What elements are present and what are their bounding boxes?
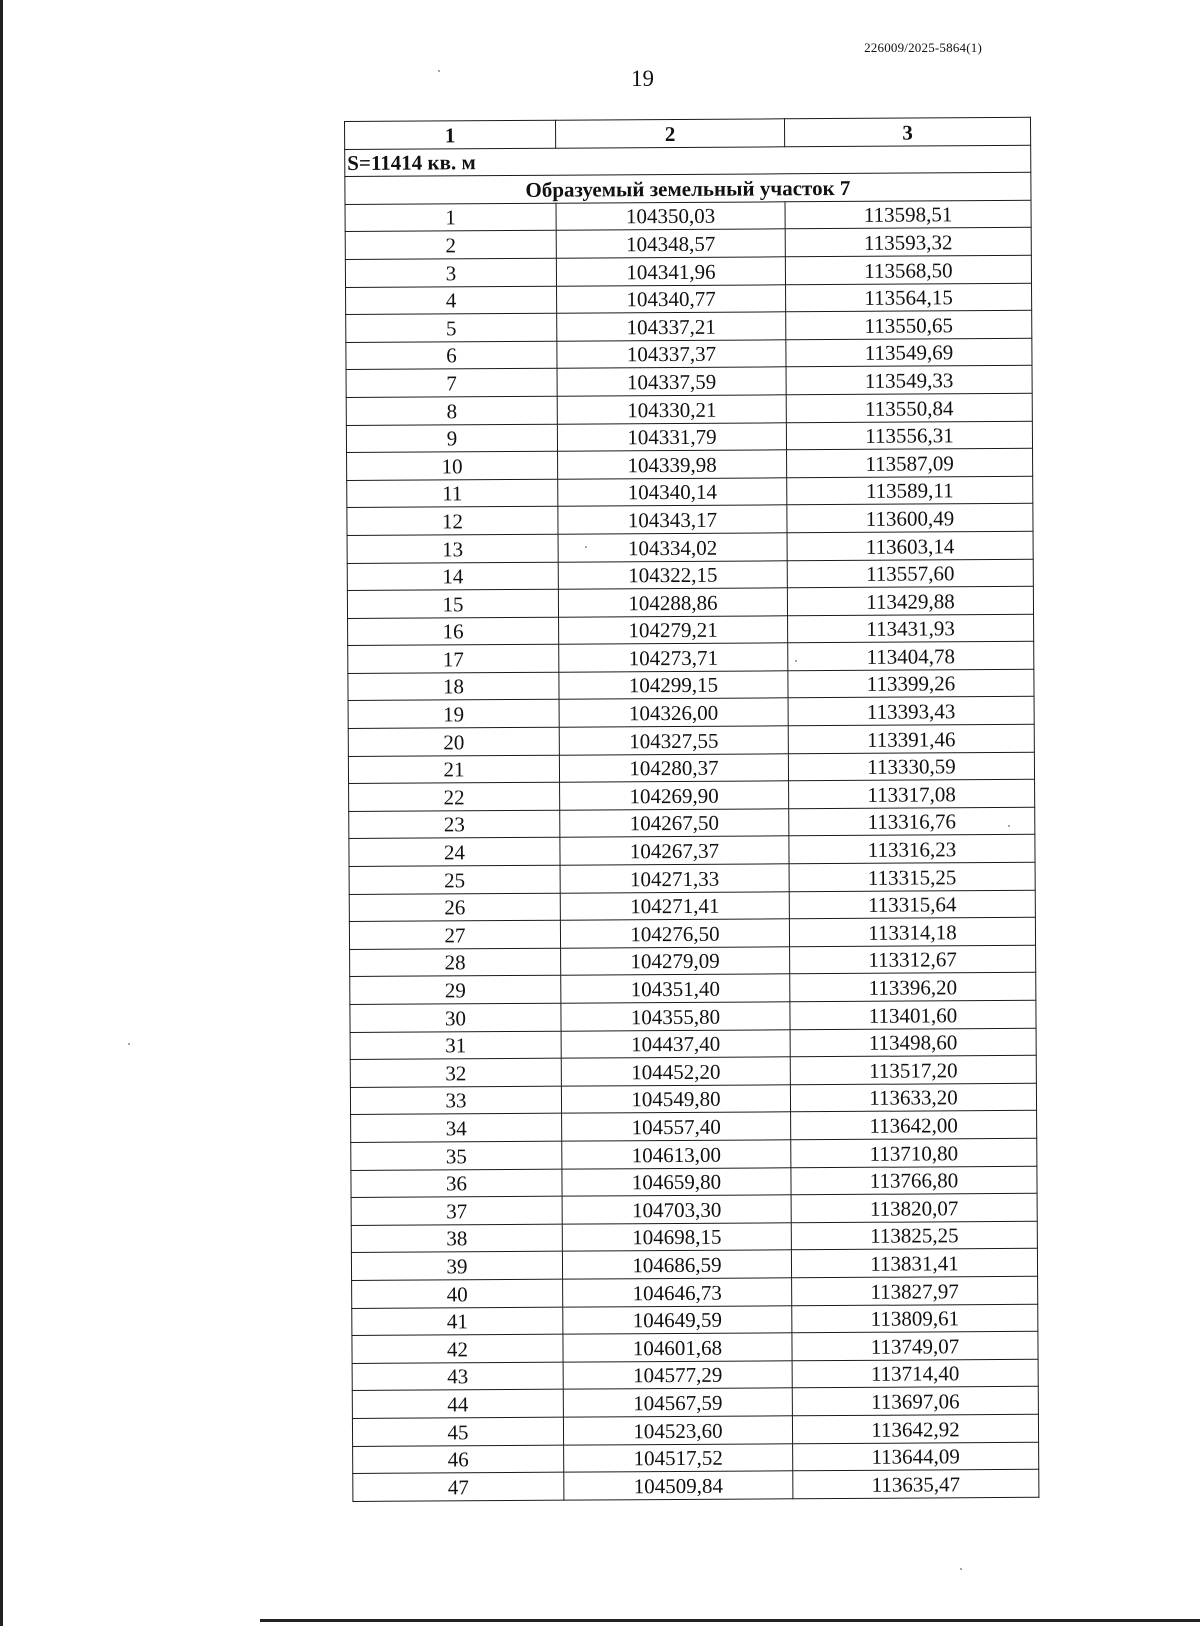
x-coordinate-cell: 104271,41 — [560, 891, 789, 920]
table-row — [347, 448, 1033, 480]
scan-left-edge — [0, 0, 3, 1626]
table-row — [353, 1442, 1039, 1474]
table-row — [347, 559, 1033, 591]
table-row — [352, 1414, 1038, 1446]
x-coordinate-cell: 104334,02 — [558, 533, 787, 562]
y-coordinate-cell: 113549,69 — [786, 338, 1032, 367]
table-row — [350, 1083, 1036, 1115]
y-coordinate-cell: 113556,31 — [786, 421, 1032, 450]
y-coordinate-cell: 113315,25 — [789, 862, 1035, 891]
y-coordinate-cell: 113404,78 — [788, 642, 1034, 671]
point-number-cell: 41 — [352, 1307, 563, 1336]
table-row — [348, 669, 1034, 701]
table-row — [349, 862, 1035, 894]
table-row — [351, 1221, 1037, 1253]
point-number-cell: 9 — [346, 424, 557, 453]
point-number-cell: 28 — [350, 948, 561, 977]
y-coordinate-cell: 113635,47 — [793, 1469, 1039, 1498]
table-row — [349, 835, 1035, 867]
x-coordinate-cell: 104331,79 — [557, 422, 786, 451]
x-coordinate-cell: 104509,84 — [564, 1471, 793, 1500]
table-row — [346, 283, 1032, 315]
point-number-cell: 39 — [351, 1252, 562, 1281]
scan-speck — [795, 660, 797, 662]
point-number-cell: 43 — [352, 1362, 563, 1391]
y-coordinate-cell: 113644,09 — [793, 1442, 1039, 1471]
y-coordinate-cell: 113600,49 — [787, 504, 1033, 533]
table-row — [348, 614, 1034, 646]
area-row — [345, 145, 1031, 177]
y-coordinate-cell: 113549,33 — [786, 366, 1032, 395]
x-coordinate-cell: 104350,03 — [556, 202, 785, 231]
y-coordinate-cell: 113393,43 — [788, 697, 1034, 726]
y-coordinate-cell: 113642,00 — [791, 1111, 1037, 1140]
x-coordinate-cell: 104330,21 — [557, 395, 786, 424]
x-coordinate-cell: 104341,96 — [556, 257, 785, 286]
point-number-cell: 44 — [352, 1389, 563, 1418]
table-row — [345, 255, 1031, 287]
table-row — [351, 1249, 1037, 1281]
x-coordinate-cell: 104279,09 — [561, 947, 790, 976]
coordinates-table — [344, 117, 1039, 1502]
scan-bottom-edge — [260, 1619, 1200, 1622]
x-coordinate-cell: 104348,57 — [556, 229, 785, 258]
x-coordinate-cell: 104659,80 — [562, 1167, 791, 1196]
x-coordinate-cell: 104337,21 — [557, 312, 786, 341]
y-coordinate-cell: 113316,23 — [789, 835, 1035, 864]
point-number-cell: 46 — [353, 1445, 564, 1474]
x-coordinate-cell: 104322,15 — [558, 560, 787, 589]
y-coordinate-cell: 113827,97 — [792, 1276, 1038, 1305]
point-number-cell: 25 — [349, 865, 560, 894]
y-coordinate-cell: 113401,60 — [790, 1000, 1036, 1029]
scan-speck — [960, 1568, 962, 1570]
point-number-cell: 5 — [346, 313, 557, 342]
table-row — [349, 780, 1035, 812]
scan-speck — [438, 70, 440, 72]
area-cell: S=11414 кв. м — [345, 145, 1031, 177]
table-row — [349, 918, 1035, 950]
point-number-cell: 6 — [346, 341, 557, 370]
scan-speck — [1008, 825, 1010, 827]
point-number-cell: 16 — [348, 617, 559, 646]
x-coordinate-cell: 104340,77 — [557, 284, 786, 313]
point-number-cell: 30 — [350, 1003, 561, 1032]
table-row — [350, 1055, 1036, 1087]
x-coordinate-cell: 104557,40 — [562, 1112, 791, 1141]
table-row — [351, 1138, 1037, 1170]
y-coordinate-cell: 113710,80 — [791, 1138, 1037, 1167]
point-number-cell: 34 — [351, 1114, 562, 1143]
y-coordinate-cell: 113589,11 — [787, 476, 1033, 505]
y-coordinate-cell: 113749,07 — [792, 1331, 1038, 1360]
point-number-cell: 8 — [346, 396, 557, 425]
x-coordinate-cell: 104437,40 — [561, 1029, 790, 1058]
x-coordinate-cell: 104299,15 — [559, 671, 788, 700]
page-number: 19 — [631, 66, 654, 91]
y-coordinate-cell: 113593,32 — [785, 228, 1031, 257]
table-row — [349, 890, 1035, 922]
table-row — [347, 586, 1033, 618]
x-coordinate-cell: 104271,33 — [560, 864, 789, 893]
point-number-cell: 12 — [347, 507, 558, 536]
x-coordinate-cell: 104649,59 — [563, 1305, 792, 1334]
y-coordinate-cell: 113587,09 — [787, 448, 1033, 477]
y-coordinate-cell: 113825,25 — [791, 1221, 1037, 1250]
table-row — [352, 1359, 1038, 1391]
x-coordinate-cell: 104646,73 — [563, 1278, 792, 1307]
x-coordinate-cell: 104698,15 — [562, 1223, 791, 1252]
table-row — [352, 1331, 1038, 1363]
coordinates-table-wrapper — [344, 117, 1038, 1502]
y-coordinate-cell: 113598,51 — [785, 200, 1031, 229]
column-header: 3 — [784, 117, 1030, 146]
y-coordinate-cell: 113766,80 — [791, 1166, 1037, 1195]
x-coordinate-cell: 104340,14 — [558, 478, 787, 507]
x-coordinate-cell: 104343,17 — [558, 505, 787, 534]
y-coordinate-cell: 113312,67 — [790, 945, 1036, 974]
x-coordinate-cell: 104280,37 — [559, 753, 788, 782]
table-row — [346, 366, 1032, 398]
y-coordinate-cell: 113316,76 — [789, 807, 1035, 836]
y-coordinate-cell: 113697,06 — [792, 1387, 1038, 1416]
y-coordinate-cell: 113809,61 — [792, 1304, 1038, 1333]
x-coordinate-cell: 104703,30 — [562, 1195, 791, 1224]
x-coordinate-cell: 104273,71 — [559, 643, 788, 672]
point-number-cell: 31 — [350, 1031, 561, 1060]
point-number-cell: 40 — [352, 1279, 563, 1308]
table-row — [350, 1000, 1036, 1032]
x-coordinate-cell: 104337,59 — [557, 367, 786, 396]
point-number-cell: 35 — [351, 1141, 562, 1170]
table-row — [348, 642, 1034, 674]
point-number-cell: 32 — [350, 1058, 561, 1087]
point-number-cell: 21 — [348, 755, 559, 784]
point-number-cell: 3 — [345, 258, 556, 287]
x-coordinate-cell: 104686,59 — [562, 1250, 791, 1279]
point-number-cell: 19 — [348, 700, 559, 729]
table-header-row — [345, 117, 1031, 149]
x-coordinate-cell: 104269,90 — [560, 781, 789, 810]
y-coordinate-cell: 113396,20 — [790, 973, 1036, 1002]
y-coordinate-cell: 113314,18 — [789, 918, 1035, 947]
x-coordinate-cell: 104326,00 — [559, 698, 788, 727]
x-coordinate-cell: 104267,50 — [560, 809, 789, 838]
y-coordinate-cell: 113429,88 — [787, 586, 1033, 615]
table-row — [346, 421, 1032, 453]
y-coordinate-cell: 113391,46 — [788, 724, 1034, 753]
point-number-cell: 23 — [349, 810, 560, 839]
y-coordinate-cell: 113633,20 — [790, 1083, 1036, 1112]
x-coordinate-cell: 104452,20 — [561, 1057, 790, 1086]
x-coordinate-cell: 104517,52 — [564, 1443, 793, 1472]
table-row — [350, 973, 1036, 1005]
y-coordinate-cell: 113642,92 — [792, 1414, 1038, 1443]
table-row — [348, 724, 1034, 756]
table-row — [351, 1111, 1037, 1143]
point-number-cell: 18 — [348, 672, 559, 701]
table-row — [345, 228, 1031, 260]
x-coordinate-cell: 104567,59 — [563, 1388, 792, 1417]
x-coordinate-cell: 104327,55 — [559, 726, 788, 755]
table-row — [345, 200, 1031, 232]
x-coordinate-cell: 104279,21 — [559, 615, 788, 644]
table-row — [347, 504, 1033, 536]
point-number-cell: 29 — [350, 976, 561, 1005]
point-number-cell: 15 — [347, 589, 558, 618]
table-row — [353, 1469, 1039, 1501]
point-number-cell: 4 — [346, 286, 557, 315]
point-number-cell: 27 — [349, 920, 560, 949]
table-row — [350, 1028, 1036, 1060]
section-title: Образуемый земельный участок 7 — [345, 172, 1031, 204]
column-header: 1 — [345, 120, 556, 149]
y-coordinate-cell: 113820,07 — [791, 1193, 1037, 1222]
point-number-cell: 20 — [348, 727, 559, 756]
table-row — [346, 310, 1032, 342]
point-number-cell: 2 — [345, 231, 556, 260]
point-number-cell: 45 — [352, 1417, 563, 1446]
y-coordinate-cell: 113517,20 — [790, 1055, 1036, 1084]
y-coordinate-cell: 113603,14 — [787, 531, 1033, 560]
point-number-cell: 10 — [347, 451, 558, 480]
column-header: 2 — [555, 119, 784, 148]
x-coordinate-cell: 104267,37 — [560, 836, 789, 865]
point-number-cell: 24 — [349, 838, 560, 867]
x-coordinate-cell: 104577,29 — [563, 1361, 792, 1390]
table-body — [345, 145, 1039, 1501]
table-row — [352, 1276, 1038, 1308]
x-coordinate-cell: 104339,98 — [558, 450, 787, 479]
table-row — [352, 1304, 1038, 1336]
x-coordinate-cell: 104276,50 — [560, 919, 789, 948]
table-row — [346, 338, 1032, 370]
y-coordinate-cell: 113399,26 — [788, 669, 1034, 698]
point-number-cell: 17 — [348, 644, 559, 673]
x-coordinate-cell: 104601,68 — [563, 1333, 792, 1362]
x-coordinate-cell: 104351,40 — [561, 974, 790, 1003]
y-coordinate-cell: 113550,65 — [786, 310, 1032, 339]
table-row — [351, 1193, 1037, 1225]
x-coordinate-cell: 104549,80 — [561, 1085, 790, 1114]
point-number-cell: 13 — [347, 534, 558, 563]
table-row — [352, 1387, 1038, 1419]
table-row — [348, 752, 1034, 784]
scan-speck — [585, 546, 587, 548]
y-coordinate-cell: 113568,50 — [785, 255, 1031, 284]
point-number-cell: 1 — [345, 203, 556, 232]
table-row — [347, 476, 1033, 508]
point-number-cell: 38 — [351, 1224, 562, 1253]
table-row — [351, 1166, 1037, 1198]
table-row — [346, 393, 1032, 425]
y-coordinate-cell: 113557,60 — [787, 559, 1033, 588]
x-coordinate-cell: 104337,37 — [557, 340, 786, 369]
point-number-cell: 47 — [353, 1472, 564, 1501]
x-coordinate-cell: 104355,80 — [561, 1002, 790, 1031]
y-coordinate-cell: 113714,40 — [792, 1359, 1038, 1388]
point-number-cell: 22 — [349, 782, 560, 811]
point-number-cell: 37 — [351, 1196, 562, 1225]
point-number-cell: 36 — [351, 1169, 562, 1198]
table-row — [350, 945, 1036, 977]
x-coordinate-cell: 104288,86 — [558, 588, 787, 617]
y-coordinate-cell: 113831,41 — [791, 1249, 1037, 1278]
scan-speck — [128, 1043, 130, 1045]
y-coordinate-cell: 113431,93 — [788, 614, 1034, 643]
point-number-cell: 42 — [352, 1334, 563, 1363]
point-number-cell: 11 — [347, 479, 558, 508]
x-coordinate-cell: 104523,60 — [563, 1416, 792, 1445]
section-title-row — [345, 172, 1031, 204]
point-number-cell: 26 — [349, 893, 560, 922]
y-coordinate-cell: 113550,84 — [786, 393, 1032, 422]
y-coordinate-cell: 113498,60 — [790, 1028, 1036, 1057]
x-coordinate-cell: 104613,00 — [562, 1140, 791, 1169]
point-number-cell: 7 — [346, 369, 557, 398]
y-coordinate-cell: 113330,59 — [788, 752, 1034, 781]
table-row — [348, 697, 1034, 729]
point-number-cell: 14 — [347, 562, 558, 591]
y-coordinate-cell: 113315,64 — [789, 890, 1035, 919]
point-number-cell: 33 — [350, 1086, 561, 1115]
y-coordinate-cell: 113317,08 — [789, 780, 1035, 809]
table-row — [347, 531, 1033, 563]
document-number: 226009/2025-5864(1) — [864, 40, 982, 55]
table-row — [349, 807, 1035, 839]
y-coordinate-cell: 113564,15 — [786, 283, 1032, 312]
